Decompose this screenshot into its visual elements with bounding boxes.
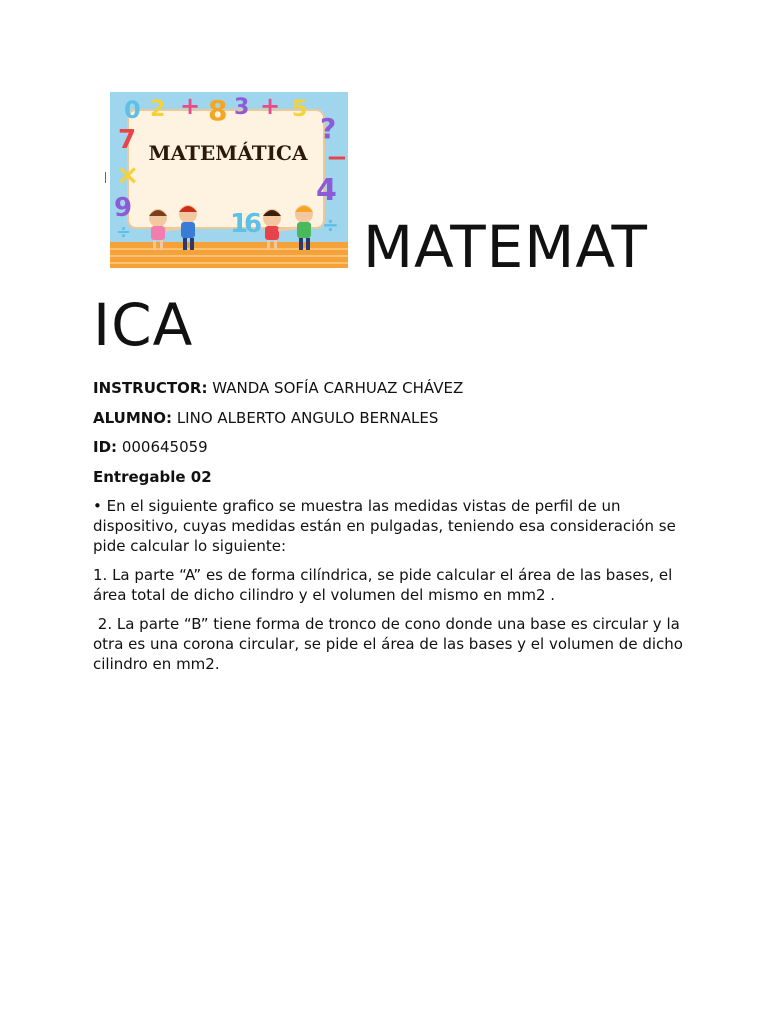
svg-text:3: 3 — [234, 95, 250, 120]
item-1-paragraph: 1. La parte “A” es de forma cilíndrica, se pide calcular el área de las bases, el área total de dicho cilindro y el volumen del mismo en mm2 . — [93, 566, 673, 604]
student-name: LINO ALBERTO ANGULO BERNALES — [176, 408, 439, 427]
item-2-paragraph: 2. La parte “B” tiene forma de tronco de cono donde una base es circular y la otra es una corona circular, se pide el área de las bases y el volumen de dicho cilindro en mm2. — [93, 615, 688, 673]
instructor-label: INSTRUCTOR: — [93, 379, 208, 397]
student-label: ALUMNO: — [93, 408, 173, 427]
id-label: ID: — [93, 438, 118, 456]
instructor-name: WANDA SOFÍA CARHUAZ CHÁVEZ — [212, 379, 464, 397]
svg-text:7: 7 — [118, 125, 137, 155]
student-line — [93, 408, 683, 428]
intro-paragraph: • En el siguiente grafico se muestra las medidas vistas de perfil de un dispositivo, cuyas medidas están en pulgadas, teniendo esa consideración se pide calcular lo siguiente: — [93, 497, 676, 555]
svg-text:−: − — [326, 143, 348, 173]
banner-title: MATEMÁTICA — [148, 141, 308, 165]
id-line — [93, 437, 683, 457]
deliverable-line — [93, 467, 683, 487]
title-line-2: ICA — [93, 291, 194, 359]
deliverable-label: Entregable 02 — [93, 467, 212, 486]
id-value: 000645059 — [121, 438, 208, 456]
svg-text:8: 8 — [208, 94, 228, 127]
svg-text:9: 9 — [114, 193, 133, 223]
svg-text:2: 2 — [150, 97, 166, 122]
svg-text:4: 4 — [316, 173, 337, 208]
text-cursor-mark — [105, 172, 106, 183]
document-title — [93, 208, 713, 364]
svg-text:+: + — [180, 92, 201, 120]
document-body — [93, 378, 688, 683]
svg-text:÷: ÷ — [116, 222, 132, 243]
svg-text:0: 0 — [124, 96, 141, 124]
svg-text:÷: ÷ — [322, 213, 339, 237]
svg-text:1: 1 — [230, 209, 249, 239]
title-line-1: MATEMAT — [363, 213, 648, 281]
svg-text:+: + — [260, 92, 281, 120]
svg-text:6: 6 — [244, 209, 263, 239]
svg-text:×: × — [116, 158, 140, 191]
svg-text:5: 5 — [292, 97, 308, 122]
instructor-line — [93, 378, 683, 398]
svg-text:?: ? — [320, 112, 337, 145]
